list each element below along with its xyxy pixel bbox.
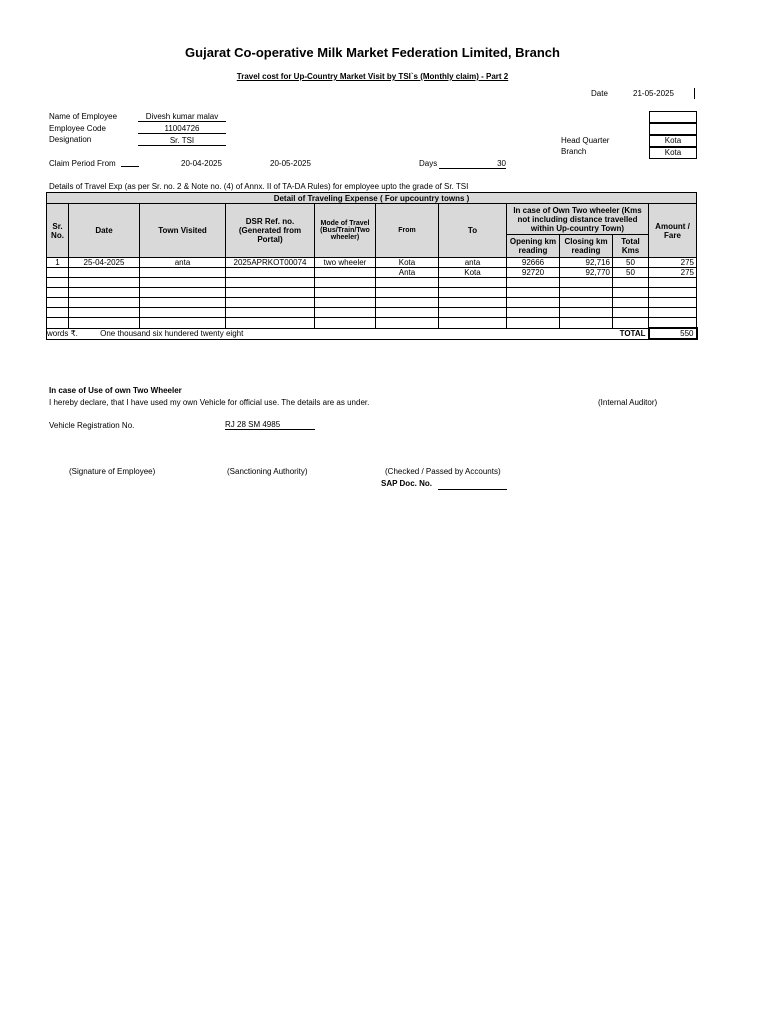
designation-label: Designation — [49, 135, 92, 144]
header-date: Date — [69, 204, 140, 258]
cell-mode — [315, 298, 376, 308]
cell-kms — [613, 308, 649, 318]
internal-auditor: (Internal Auditor) — [598, 398, 658, 407]
cell-kms — [613, 278, 649, 288]
cell-from: Kota — [376, 258, 439, 268]
cell-kms: 50 — [613, 268, 649, 278]
header-two-wheeler: In case of Own Two wheeler (Kms not including distance travelled within Up-country Town) — [507, 204, 649, 235]
details-note: Details of Travel Exp (as per Sr. no. 2 & Note no. (4) of Annx. II of TA-DA Rules) for employee upto the grade of Sr. TSI — [49, 182, 469, 191]
cell-amount — [649, 298, 697, 308]
cell-closing — [560, 308, 613, 318]
cell-to: anta — [439, 258, 507, 268]
cell-mode — [315, 278, 376, 288]
cell-closing: 92,770 — [560, 268, 613, 278]
cell-town — [140, 288, 226, 298]
page-title: Gujarat Co-operative Milk Market Federation Limited, Branch — [185, 45, 560, 60]
table-row — [47, 288, 697, 298]
cell-sr — [47, 288, 69, 298]
cell-dsr — [226, 268, 315, 278]
cell-kms — [613, 288, 649, 298]
cell-town: anta — [140, 258, 226, 268]
cell-mode — [315, 308, 376, 318]
cell-sr — [47, 318, 69, 329]
accounts-check: (Checked / Passed by Accounts) — [385, 467, 501, 476]
cell-mode — [315, 288, 376, 298]
cell-town — [140, 318, 226, 329]
cell-kms — [613, 298, 649, 308]
empty-box — [649, 111, 697, 123]
declaration-heading: In case of Use of own Two Wheeler — [49, 386, 182, 395]
cell-date — [69, 318, 140, 329]
expense-table — [46, 192, 698, 340]
cell-date — [69, 288, 140, 298]
cell-from: Anta — [376, 268, 439, 278]
empty-box — [649, 123, 697, 135]
days-label: Days — [419, 159, 438, 168]
cell-date — [69, 278, 140, 288]
table-row — [47, 268, 697, 278]
header-amount: Amount / Fare — [649, 204, 697, 258]
cell-opening — [507, 308, 560, 318]
form-subtitle: Travel cost for Up-Country Market Visit by TSI`s (Monthly claim) - Part 2 — [236, 72, 509, 81]
designation-value: Sr. TSI — [138, 136, 226, 146]
table-row — [47, 308, 697, 318]
cell-to — [439, 318, 507, 329]
cell-kms: 50 — [613, 258, 649, 268]
cell-closing: 92,716 — [560, 258, 613, 268]
table-caption: Detail of Traveling Expense ( For upcountry towns ) — [47, 193, 697, 204]
cell-mode: two wheeler — [315, 258, 376, 268]
days-value: 30 — [439, 159, 506, 169]
hq-value: Kota — [649, 135, 697, 147]
sap-doc-label: SAP Doc. No. — [381, 479, 432, 488]
cell-closing — [560, 318, 613, 329]
header-dsr: DSR Ref. no. (Generated from Portal) — [226, 204, 315, 258]
code-label: Employee Code — [49, 124, 106, 133]
sanctioning-authority: (Sanctioning Authority) — [227, 467, 308, 476]
words-value: One thousand six hundered twenty eight — [100, 329, 244, 338]
cell-dsr — [226, 318, 315, 329]
cell-dsr — [226, 288, 315, 298]
cell-sr — [47, 298, 69, 308]
cell-sr: 1 — [47, 258, 69, 268]
table-row — [47, 258, 697, 268]
cell-divider — [694, 88, 695, 99]
cell-closing — [560, 298, 613, 308]
cell-opening: 92666 — [507, 258, 560, 268]
cell-amount — [649, 288, 697, 298]
cell-from — [376, 298, 439, 308]
cell-to — [439, 308, 507, 318]
cell-opening — [507, 278, 560, 288]
employee-signature: (Signature of Employee) — [69, 467, 156, 476]
cell-kms — [613, 318, 649, 329]
cell-date — [69, 298, 140, 308]
branch-label: Branch — [561, 147, 587, 156]
header-to: To — [439, 204, 507, 258]
branch-value: Kota — [649, 147, 697, 159]
cell-from — [376, 308, 439, 318]
cell-amount — [649, 308, 697, 318]
cell-to: Kota — [439, 268, 507, 278]
claim-from: 20-04-2025 — [181, 159, 222, 168]
header-closing: Closing km reading — [560, 235, 613, 258]
cell-closing — [560, 278, 613, 288]
name-value: Divesh kumar malav — [138, 112, 226, 122]
header-sr: Sr. No. — [47, 204, 69, 258]
sap-doc-field — [438, 479, 507, 490]
cell-town — [140, 298, 226, 308]
total-label: TOTAL — [560, 328, 649, 339]
cell-amount: 275 — [649, 268, 697, 278]
cell-dsr — [226, 308, 315, 318]
cell-to — [439, 278, 507, 288]
date-label: Date — [591, 89, 608, 98]
claim-to: 20-05-2025 — [270, 159, 311, 168]
cell-closing — [560, 288, 613, 298]
header-opening: Opening km reading — [507, 235, 560, 258]
header-total-kms: Total Kms — [613, 235, 649, 258]
cell-from — [376, 288, 439, 298]
claim-period-label: Claim Period From — [49, 159, 116, 168]
header-town: Town Visited — [140, 204, 226, 258]
date-value: 21-05-2025 — [633, 89, 674, 98]
cell-mode — [315, 318, 376, 329]
cell-dsr — [226, 298, 315, 308]
cell-from — [376, 278, 439, 288]
cell-opening — [507, 298, 560, 308]
cell-sr — [47, 278, 69, 288]
table-row — [47, 278, 697, 288]
code-value: 11004726 — [138, 124, 226, 134]
header-from: From — [376, 204, 439, 258]
cell-opening — [507, 318, 560, 329]
cell-dsr: 2025APRKOT00074 — [226, 258, 315, 268]
name-label: Name of Employee — [49, 112, 118, 121]
cell-amount — [649, 278, 697, 288]
cell-amount — [649, 318, 697, 329]
vehicle-value: RJ 28 SM 4985 — [225, 420, 315, 430]
cell-date — [69, 308, 140, 318]
table-row — [47, 318, 697, 329]
cell-town — [140, 268, 226, 278]
cell-date — [69, 268, 140, 278]
claim-period-blank — [121, 166, 139, 167]
cell-dsr — [226, 278, 315, 288]
total-value: 550 — [649, 328, 697, 339]
cell-opening — [507, 288, 560, 298]
cell-amount: 275 — [649, 258, 697, 268]
table-row — [47, 298, 697, 308]
cell-town — [140, 308, 226, 318]
cell-sr — [47, 308, 69, 318]
vehicle-label: Vehicle Registration No. — [49, 421, 135, 430]
cell-town — [140, 278, 226, 288]
cell-from — [376, 318, 439, 329]
declaration-text: I hereby declare, that I have used my own Vehicle for official use. The details are as under. — [49, 398, 370, 407]
cell-to — [439, 298, 507, 308]
hq-label: Head Quarter — [561, 136, 610, 145]
words-label: words ₹. — [47, 329, 78, 338]
header-mode: Mode of Travel (Bus/Train/Two wheeler) — [315, 204, 376, 258]
cell-opening: 92720 — [507, 268, 560, 278]
cell-to — [439, 288, 507, 298]
cell-mode — [315, 268, 376, 278]
cell-date: 25-04-2025 — [69, 258, 140, 268]
cell-sr — [47, 268, 69, 278]
